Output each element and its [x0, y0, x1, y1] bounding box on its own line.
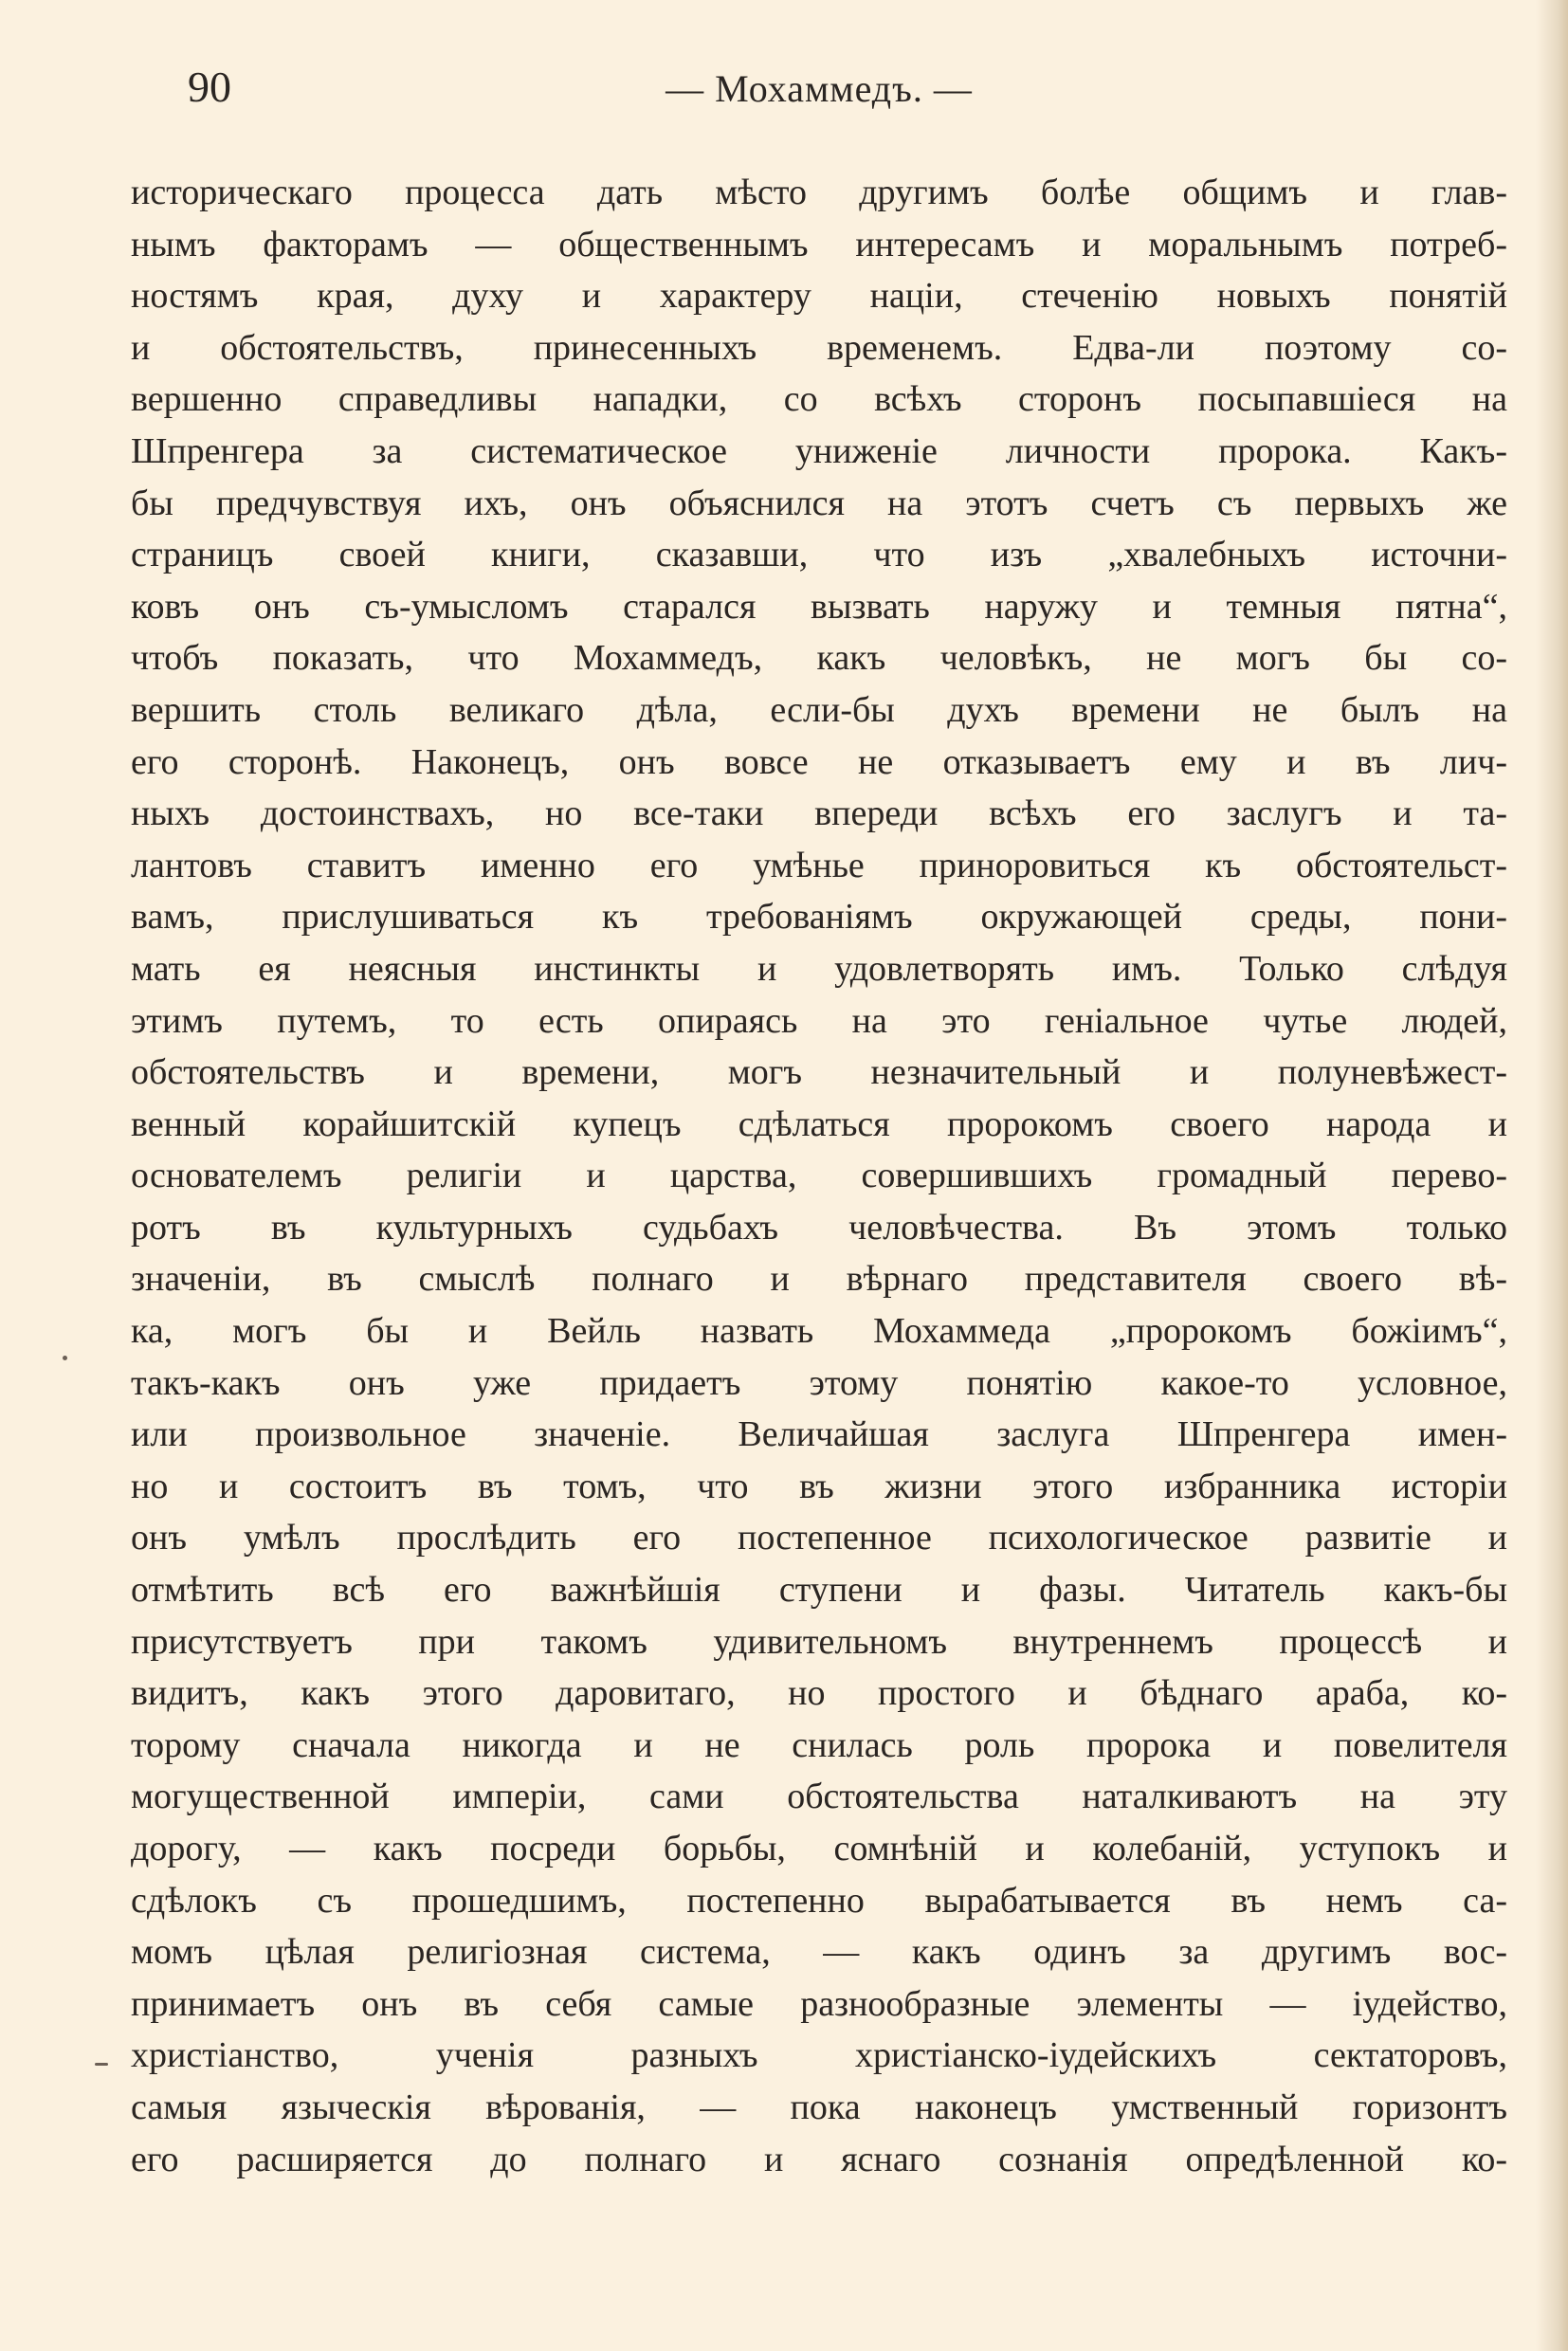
text-line: момъ цѣлая религіозная система, — какъ одинъ за другимъ вос- [131, 1932, 1507, 1973]
text-line: ныхъ достоинствахъ, но все-таки впереди всѣхъ его заслугъ и та- [131, 793, 1507, 834]
text-line: или произвольное значеніе. Величайшая заслуга Шпренгера имен- [131, 1414, 1507, 1455]
text-line: его расширяется до полнаго и яснаго сознанія опредѣленной ко- [131, 2139, 1507, 2179]
text-line: вершить столь великаго дѣла, если-бы духъ времени не былъ на [131, 689, 1507, 730]
text-line: лантовъ ставитъ именно его умѣнье приноровиться къ обстоятельст- [131, 845, 1507, 885]
ink-speck [63, 1356, 67, 1360]
text-line: ка, могъ бы и Вейль назвать Мохаммеда „пророкомъ божіимъ“, [131, 1311, 1507, 1352]
text-line: обстоятельствъ и времени, могъ незначительный и полуневѣжест- [131, 1052, 1507, 1093]
text-line: мать ея неясныя инстинкты и удовлетворять имъ. Только слѣдуя [131, 948, 1507, 989]
text-line: основателемъ религіи и царства, совершившихъ громадный перево- [131, 1156, 1507, 1196]
text-line: его сторонѣ. Наконецъ, онъ вовсе не отказываетъ ему и въ лич- [131, 741, 1507, 782]
text-line: страницъ своей книги, сказавши, что изъ „хвалебныхъ источни- [131, 535, 1507, 575]
body-text [131, 167, 1507, 2185]
text-line: видитъ, какъ этого даровитаго, но простого и бѣднаго араба, ко- [131, 1673, 1507, 1714]
text-line: принимаетъ онъ въ себя самые разнообразные элементы — іудейство, [131, 1983, 1507, 2024]
text-line: такъ-какъ онъ уже придаетъ этому понятію какое-то условное, [131, 1362, 1507, 1403]
text-line: сдѣлокъ съ прошедшимъ, постепенно вырабатывается въ немъ са- [131, 1880, 1507, 1921]
text-line: ностямъ края, духу и характеру націи, стеченію новыхъ понятій [131, 276, 1507, 317]
text-line: дорогу, — какъ посреди борьбы, сомнѣній и колебаній, уступокъ и [131, 1829, 1507, 1868]
text-line: и обстоятельствъ, принесенныхъ временемъ. Едва-ли поэтому со- [131, 327, 1507, 368]
page-number: 90 [188, 63, 231, 111]
text-line: историческаго процесса дать мѣсто другимъ болѣе общимъ и глав- [131, 173, 1507, 212]
text-line: Шпренгера за систематическое униженіе личности пророка. Какъ- [131, 430, 1507, 471]
text-line: ротъ въ культурныхъ судьбахъ человѣчества. Въ этомъ только [131, 1207, 1507, 1248]
text-line: вершенно справедливы нападки, со всѣхъ сторонъ посыпавшіеся на [131, 379, 1507, 420]
ink-mark [95, 2063, 108, 2066]
text-line: самыя языческія вѣрованія, — пока наконецъ умственный горизонтъ [131, 2087, 1507, 2127]
text-line: торому сначала никогда и не снилась роль пророка и повелителя [131, 1724, 1507, 1765]
text-line: бы предчувствуя ихъ, онъ объяснился на этотъ счетъ съ первыхъ же [131, 483, 1507, 523]
running-head-title: — Мохаммедъ. — [665, 67, 973, 110]
text-line: могущественной имперіи, сами обстоятельства наталкиваютъ на эту [131, 1777, 1507, 1817]
text-line: этимъ путемъ, то есть опираясь на это геніальное чутье людей, [131, 1000, 1507, 1041]
text-line: вамъ, прислушиваться къ требованіямъ окружающей среды, пони- [131, 897, 1507, 938]
text-line: чтобъ показать, что Мохаммедъ, какъ человѣкъ, не могъ бы со- [131, 638, 1507, 679]
text-line: но и состоитъ въ томъ, что въ жизни этого избранника исторіи [131, 1466, 1507, 1506]
text-line: ковъ онъ съ-умысломъ старался вызвать наружу и темныя пятна“, [131, 586, 1507, 627]
text-line: отмѣтить всѣ его важнѣйшія ступени и фазы. Читатель какъ-бы [131, 1570, 1507, 1611]
text-line: значеніи, въ смыслѣ полнаго и вѣрнаго представителя своего вѣ- [131, 1259, 1507, 1300]
text-line: венный корайшитскій купецъ сдѣлаться пророкомъ своего народа и [131, 1103, 1507, 1144]
text-line: присутствуетъ при такомъ удивительномъ внутреннемъ процессѣ и [131, 1621, 1507, 1662]
page-edge-shadow [1536, 0, 1568, 2351]
text-line: нымъ факторамъ — общественнымъ интересамъ и моральнымъ потреб- [131, 224, 1507, 264]
text-line: онъ умѣлъ прослѣдить его постепенное психологическое развитіе и [131, 1518, 1507, 1558]
text-line: христіанство, ученія разныхъ христіанско-іудейскихъ сектаторовъ, [131, 2035, 1507, 2076]
page-header [131, 59, 1507, 116]
